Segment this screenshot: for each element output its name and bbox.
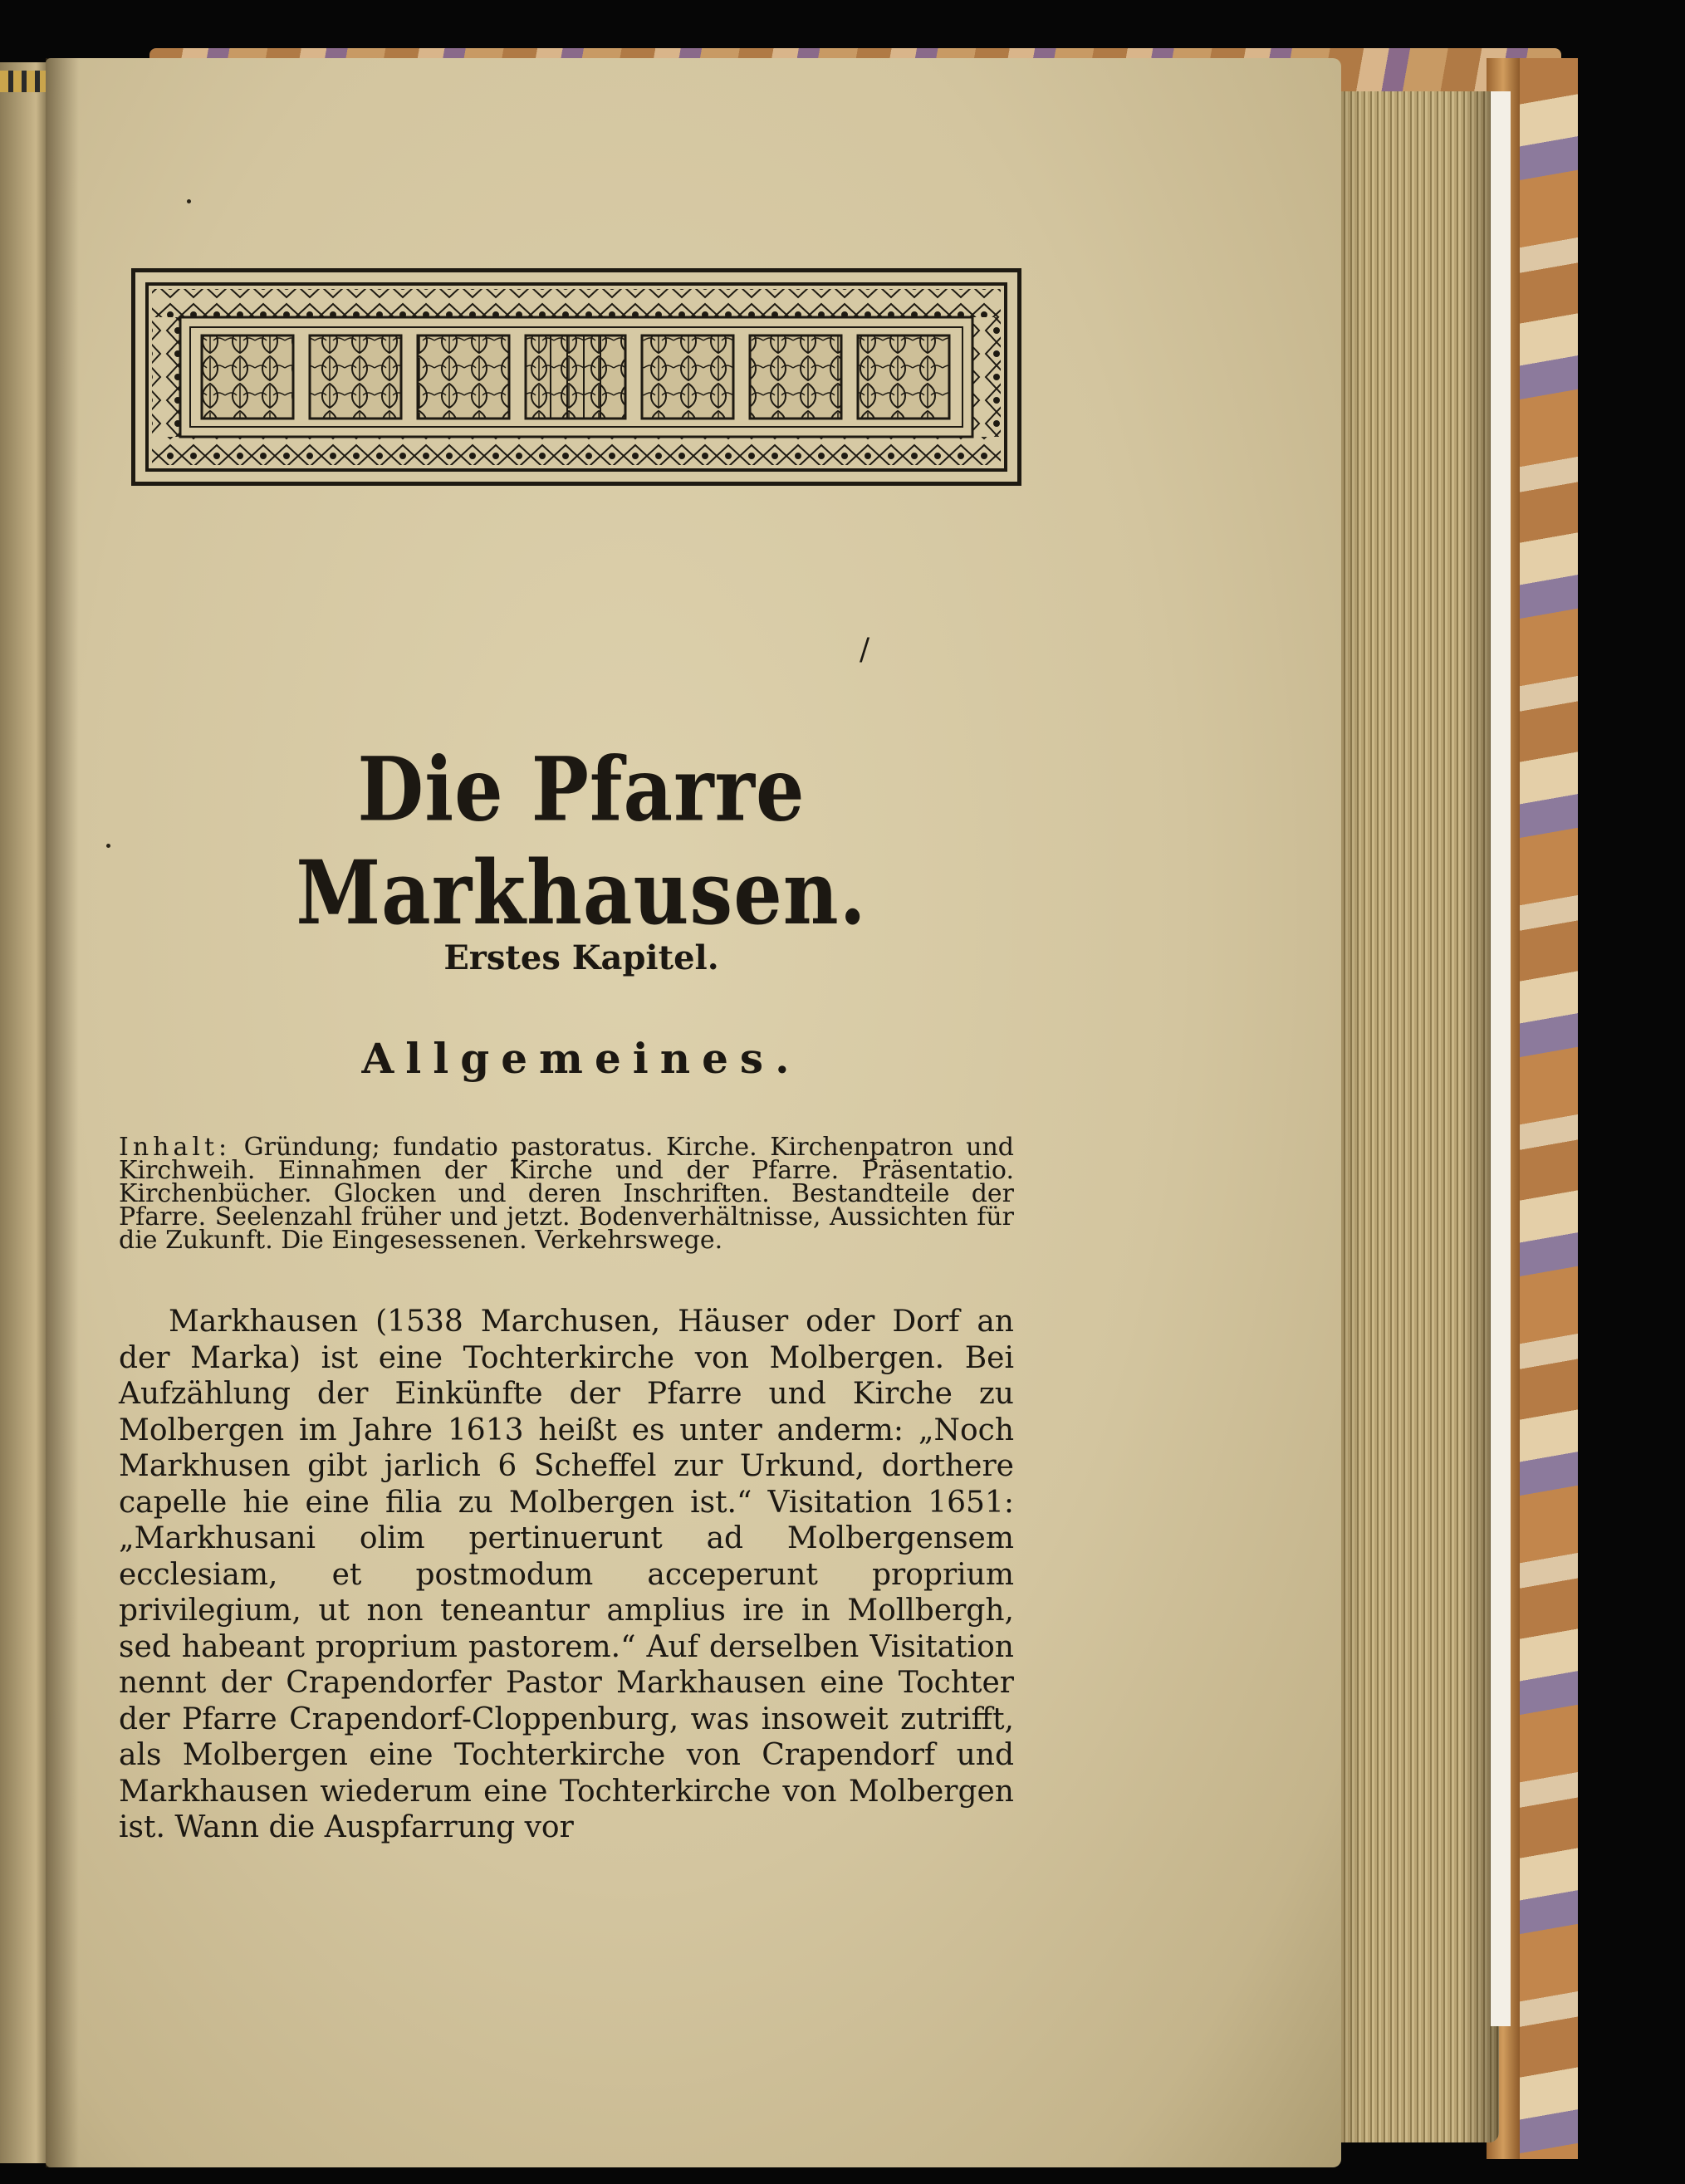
endpaper-edge [1491, 91, 1511, 2026]
chapter-heading: Erstes Kapitel. [443, 938, 719, 977]
speck [106, 844, 110, 848]
section-heading: Allgemeines. [361, 1034, 801, 1083]
page-gutter-shadow [46, 58, 79, 2167]
speck [187, 199, 191, 203]
facing-page-edge [0, 62, 51, 2163]
summary-text: Gründung; fundatio pastoratus. Kirche. Kirchenpatron und Kirchweih. Einnahmen der Kirche und der Pfarre. Präsentatio. Kirchenbücher. Glocken und deren Inschriften. Bestandteile der Pfarre. Seelenzahl früher und jetzt. Bodenverhältnisse, Aussichten für die Zukunft. Die Eingesessenen. Verkehrswege. [119, 1133, 1014, 1255]
page-title: Die Pfarre Markhausen. [296, 737, 867, 945]
ornament-graphic [135, 272, 1017, 482]
stray-pencil-mark: / [860, 633, 870, 667]
summary-label: Inhalt: [119, 1133, 232, 1162]
body-text [119, 1304, 1014, 1846]
decorative-header-ornament [131, 268, 1021, 486]
paragraph: Markhausen (1538 Marchusen, Häuser oder Dorf an der Marka) ist eine Tochterkirche von Molbergen. Bei Aufzählung der Einkünfte der Pfarre und Kirche zu Molbergen im Jahre 1613 heißt es unter anderm: „Noch Markhusen gibt jarlich 6 Scheffel zur Urkund, dorthere capelle hie eine filia zu Molbergen ist.“ Visitation 1651: „Markhusani olim pertinuerunt ad Molbergensem ecclesiam, et postmodum acceperunt proprium privilegium, ut non teneantur amplius ire in Mollbergh, sed habeant proprium pastorem.“ Auf derselben Visitation nennt der Crapendorfer Pastor Markhausen eine Tochter der Pfarre Crapendorf-Cloppenburg, was insoweit zutrifft, als Molbergen eine Tochterkirche von Crapendorf und Markhausen wiederum eine Tochterkirche von Molbergen ist. Wann die Auspfarrung vor [119, 1305, 1014, 1844]
chapter-summary [119, 1133, 1014, 1255]
